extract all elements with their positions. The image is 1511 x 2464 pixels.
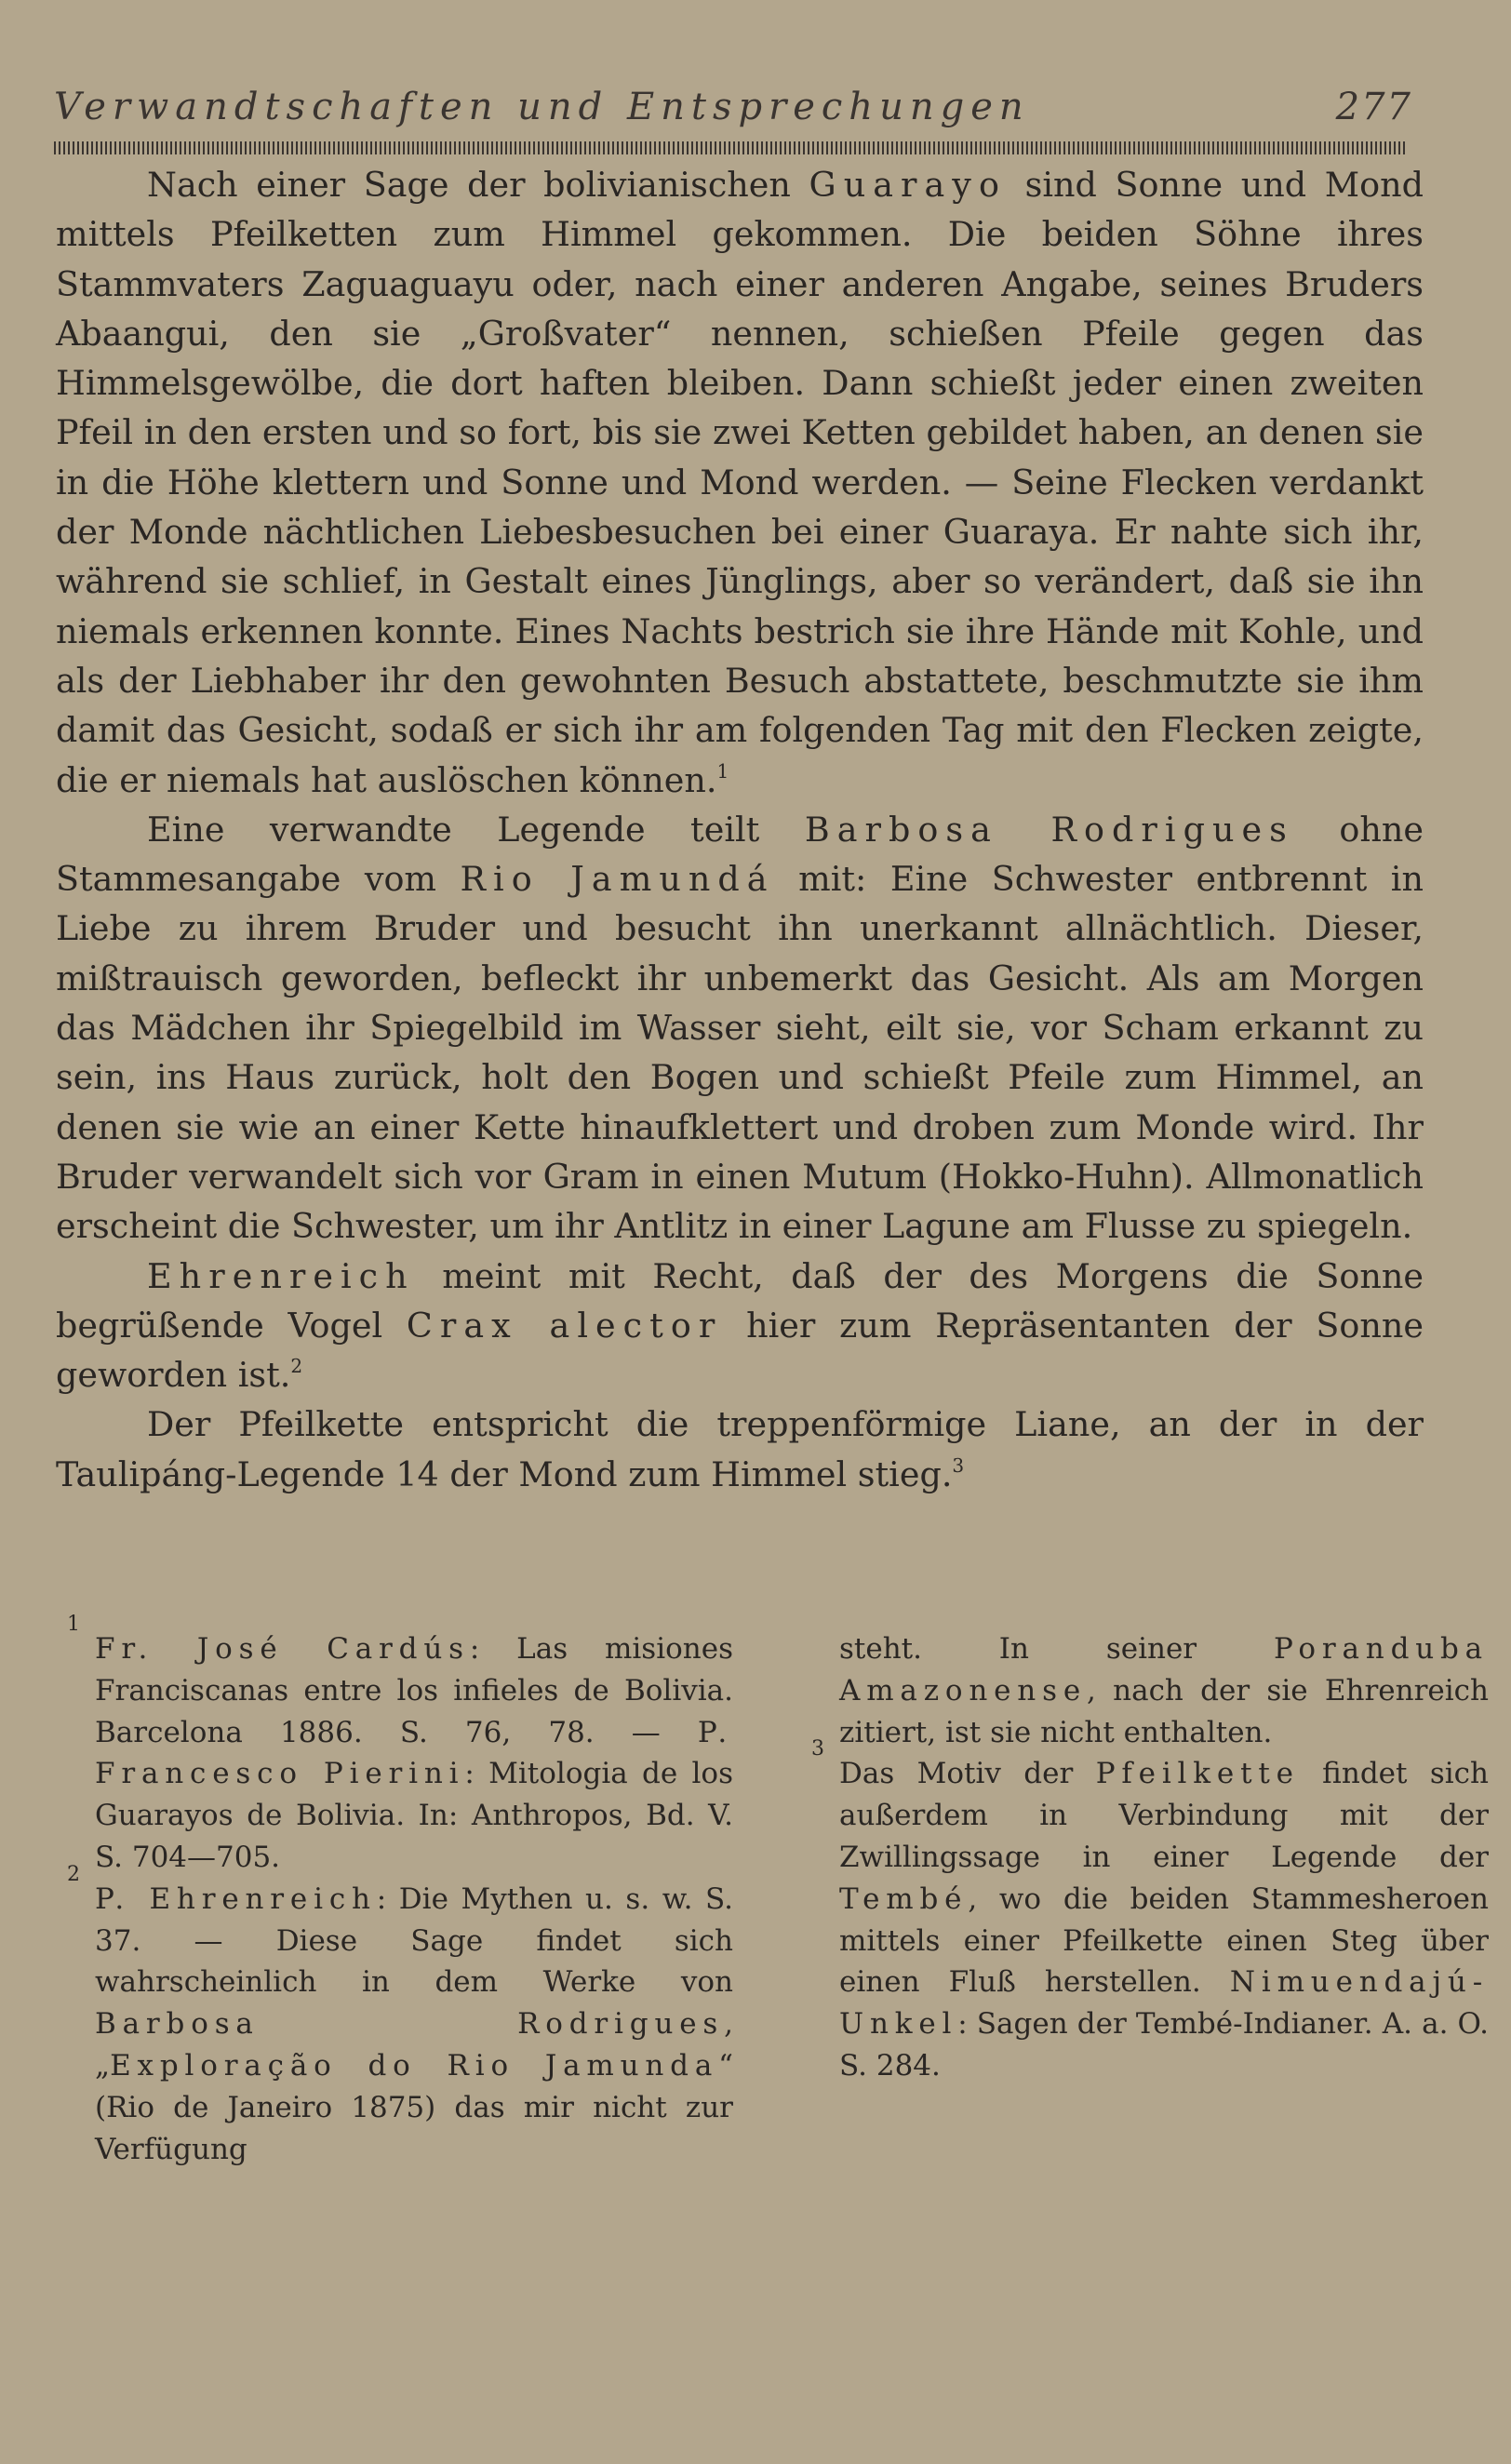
fn3-author-nimuendaju: Nimuendajú-Unkel [839,1965,1489,2042]
p2-place-jamunda: Rio Jamundá [460,859,775,900]
paragraph-1 [56,160,1424,805]
header-rule [54,141,1405,154]
paragraph-3 [56,1252,1424,1400]
fn1-text-b: : Las misiones Franciscanas entre los infieles de Bolivia. Barcelona 1886. S. 76, 78. — [95,1632,733,1749]
p3-name-ehrenreich: Ehrenreich [147,1255,415,1296]
p2-name-barbosa: Barbosa Rodrigues [804,809,1294,850]
fn2-text-f: “ (Rio de Janeiro 1875) das mir nicht zur Verfügung [95,2048,733,2166]
fn2-author-ehrenreich: P. Ehrenreich [95,1881,377,1916]
fn2-title-exploracao: Exploração do Rio Jamunda [110,2048,719,2082]
p3-text-b: hier zum Repräsentanten der Sonne geworden ist. [56,1305,1424,1396]
footnote-2: 2 P. Ehrenreich: Die Mythen u. s. w. S. 37. — Diese Sage findet sich wahrscheinlich in dem Werke von Barbosa Rodrigues, „Exploração do Rio Jamunda“ (Rio de Janeiro 1875) das mir nicht zur Verfügung [67,1862,734,2166]
main-text [56,160,1424,1499]
footnote-ref-1[interactable]: 1 [716,759,729,783]
p4-text-a: Der Pfeilkette entspricht die treppenförmige Liane, an der in der Taulipáng-Legende 14 der Mond zum Himmel stieg. [56,1404,1424,1494]
p3-bird-crax: Crax alector [406,1305,723,1346]
fn3-text-c: findet sich außerdem in Verbindung mit der Zwillingssage in einer Legende der [839,1757,1489,1874]
footnote-3: 3 Das Motiv der Pfeilkette findet sich außerdem in Verbindung mit der Zwillingssage in einer Legende der Tembé, wo die beiden Stammesheroen mittels einer Pfeilkette einen Steg über einen Fluß herstellen. Nimuendajú-Unkel: Sagen der Tembé-Indianer. A. a. O. S. 284. [811,1737,1489,2082]
fn2-text-b: : Die Mythen u. s. w. S. 37. — Diese Sage findet sich wahrscheinlich in dem Werke von [95,1881,734,2000]
fn1-author-cardus: Fr. José Cardús [95,1632,470,1666]
fn2-text-i: , nach der sie Ehrenreich zitiert, ist sie nicht enthalten. [839,1673,1489,1749]
paragraph-4 [56,1399,1424,1499]
fn3-name-tembe: Tembé [839,1881,969,1916]
footnote-2-continued [800,1628,1489,1753]
fn3-term-pfeilkette: Pfeilkette [1095,1757,1300,1791]
footnote-ref-2[interactable]: 2 [290,1355,303,1378]
fn2-title-poranduba: Poranduba Amazonense [839,1632,1489,1707]
footnotes-right-column [800,1628,1489,2087]
p1-text-a: Nach einer Sage der bolivianischen [147,165,809,205]
fn3-text-a: Das Motiv der [839,1757,1096,1791]
p3-text-a: meint mit Recht, daß der des Morgens die Sonne begrüßende Vogel [56,1255,1424,1346]
p2-text-a: Eine verwandte Legende teilt [147,809,805,850]
fn1-author-pierini: P. Francesco Pierini [95,1715,733,1791]
running-head [54,86,1412,141]
fn3-text-e: , wo die beiden Stammesheroen mittels einer Pfeilkette einen Steg über einen Fluß herstellen. [839,1881,1489,2000]
fn2-author-barbosa: Barbosa Rodrigues [95,2007,725,2042]
footnote-ref-3[interactable]: 3 [952,1453,965,1477]
fn2-text-d: , „ [95,2007,733,2082]
footnotes-left-column [56,1613,734,2170]
fn3-text-g: : Sagen der Tembé-Indianer. A. a. O. S. 284. [839,2007,1489,2082]
fn2-text-g: steht. In seiner [839,1632,1274,1666]
fn1-text-d: : Mitologia de los Guarayos de Bolivia. In: Anthropos, Bd. V. S. 704—705. [95,1757,733,1874]
page-number: 277 [1335,86,1412,128]
running-title: Verwandtschaften und Entsprechungen [54,86,1030,128]
p1-text-b: sind Sonne und Mond mittels Pfeilketten zum Himmel gekommen. Die beiden Söhne ihres Stammvaters Zaguaguayu oder, nach einer anderen Angabe, seines Bruders Abaangui, den sie „Großvater“ nennen, schießen Pfeile gegen das Himmelsgewölbe, die dort haften bleiben. Dann schießt jeder einen zweiten Pfeil in den ersten und so fort, bis sie zwei Ketten gebildet haben, an denen sie in die Höhe klettern und Sonne und Mond werden. — Seine Flecken verdankt der Monde nächtlichen Liebesbesuchen bei einer Guaraya. Er nahte sich ihr, während sie schlief, in Gestalt eines Jünglings, aber so verändert, daß sie ihn niemals erkennen konnte. Eines Nachts bestrich sie ihre Hände mit Kohle, und als der Liebhaber ihr den gewohnten Besuch abstattete, beschmutzte sie ihm damit das Gesicht, sodaß er sich ihr am folgenden Tag mit den Flecken zeigte, die er niemals hat auslöschen können. [56,165,1424,800]
p2-text-c: mit: Eine Schwester entbrennt in Liebe zu ihrem Bruder und besucht ihn unerkannt allnächtlich. Dieser, mißtrauisch geworden, befleckt ihr unbemerkt das Gesicht. Als am Morgen das Mädchen ihr Spiegelbild im Wasser sieht, eilt sie, vor Scham erkannt zu sein, ins Haus zurück, holt den Bogen und schießt Pfeile zum Himmel, an denen sie wie an einer Kette hinaufklettert und droben zum Monde wird. Ihr Bruder verwandelt sich vor Gram in einen Mutum (Hokko-Huhn). Allmonatlich erscheint die Schwester, um ihr Antlitz in einer Lagune am Flusse zu spiegeln. [56,859,1424,1247]
p2-text-b: ohne Stammesangabe vom [56,809,1424,900]
paragraph-2 [56,805,1424,1252]
footnote-1: 1 Fr. José Cardús: Las misiones Franciscanas entre los infieles de Bolivia. Barcelona 1886. S. 76, 78. — P. Francesco Pierini: Mitologia de los Guarayos de Bolivia. In: Anthropos, Bd. V. S. 704—705. [67,1613,733,1874]
p1-name-guarayo: Guarayo [809,165,1007,205]
